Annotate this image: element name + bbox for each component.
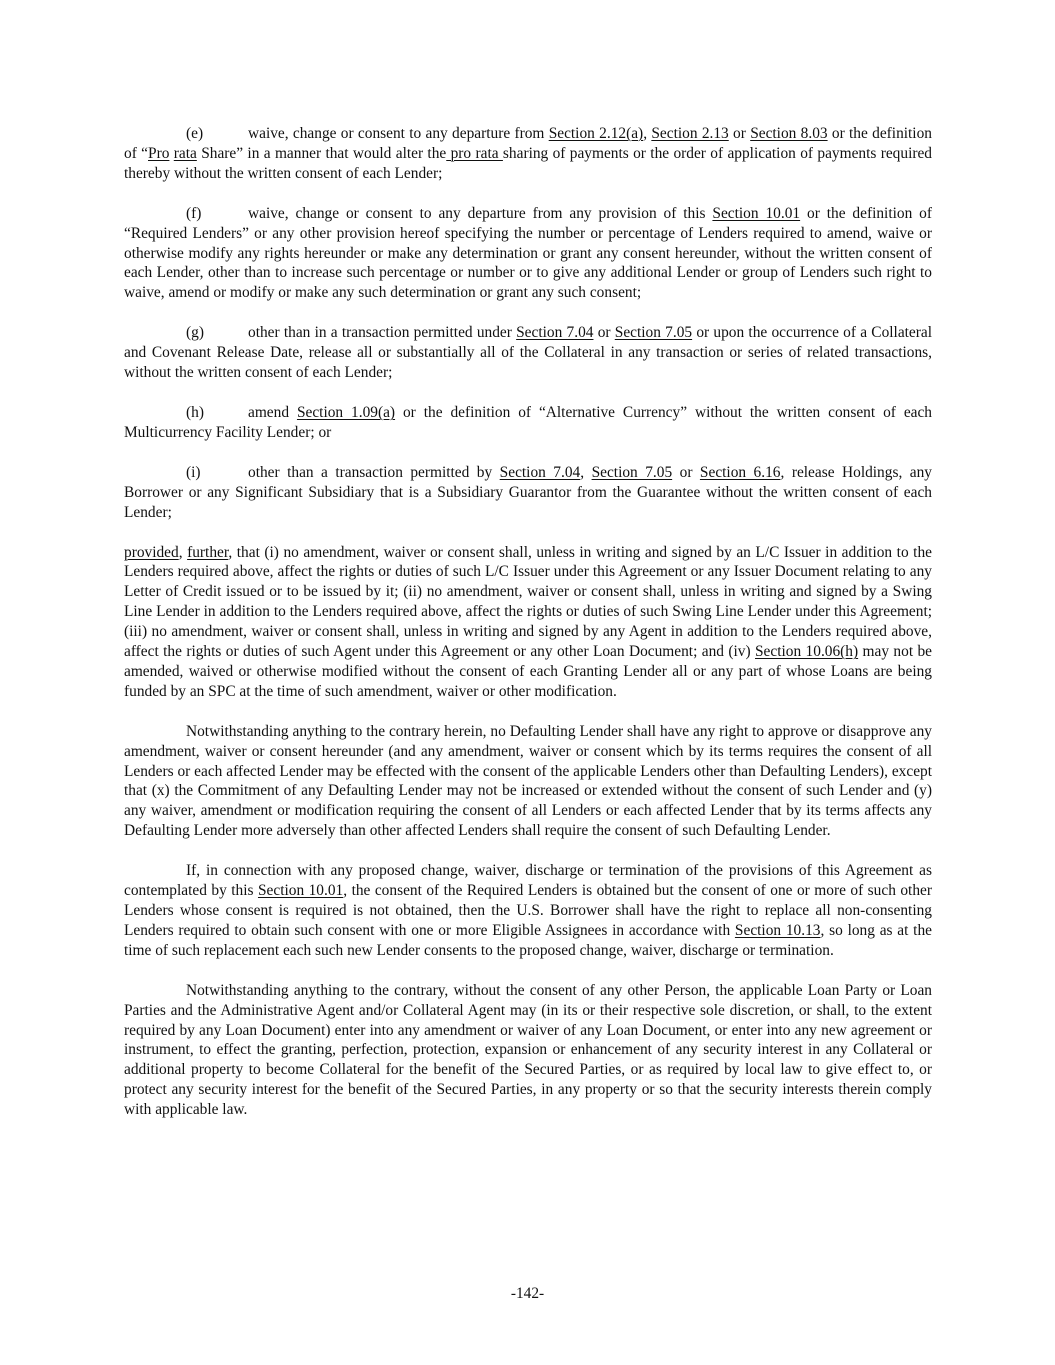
section-reference: pro rata bbox=[446, 144, 503, 162]
section-reference: Section 8.03 bbox=[750, 125, 828, 142]
section-reference: further bbox=[187, 543, 229, 561]
clause-label: (h) bbox=[186, 403, 204, 421]
clause-list bbox=[124, 124, 932, 523]
clause-h bbox=[124, 403, 932, 443]
clause-e bbox=[124, 124, 932, 184]
security-interest-paragraph: Notwithstanding anything to the contrary, without the consent of any other Person, the applicable Loan Party or Loan Parties and the Administrative Agent and/or Collateral Agent may (in its or their respective sole discretion, or shall, to the extent required by any Loan Document) enter into any amendment or waiver of any Loan Document, or enter into any new agreement or instrument, to effect the granting, perfection, protection, expansion or enhancement of any security interest in any Collateral or additional property to become Collateral for the benefit of the Secured Parties, or as required by local law to give effect to, or protect any security interest for the benefit of the Secured Parties, in any property or so that the security interests therein comply with applicable law. bbox=[124, 981, 932, 1119]
section-reference: Section 7.05 bbox=[614, 324, 693, 342]
section-reference: Section 10.13 bbox=[734, 921, 821, 939]
section-reference: Section 10.06(h) bbox=[755, 643, 859, 661]
page-number: -142- bbox=[510, 1285, 545, 1302]
clause-f bbox=[124, 204, 932, 304]
clause-text: other than in a transaction permitted under Section 7.04 or Section 7.05 or upon the occurrence of a Collateral and Covenant Release Date, release all or substantially all of the Collateral in any transaction or series of related transactions, without the written consent of each Lender; bbox=[124, 324, 932, 382]
defaulting-lender-paragraph: Notwithstanding anything to the contrary herein, no Defaulting Lender shall have any right to approve or disapprove any amendment, waiver or consent hereunder (and any amendment, waiver or consent which by its terms requires the consent of all Lenders or each affected Lender may be effected with the consent of the applicable Lenders other than Defaulting Lenders), except that (x) the Commitment of any Defaulting Lender may not be increased or extended without the consent of such Lender and (y) any waiver, amendment or modification requiring the consent of all Lenders or each affected Lender that by its terms affects any Defaulting Lender more adversely than other affected Lenders shall require the consent of such Defaulting Lender. bbox=[124, 722, 932, 840]
clause-text: other than a transaction permitted by Section 7.04, Section 7.05 or Section 6.16, release Holdings, any Borrower or any Significant Subsidiary that is a Subsidiary Guarantor from the Guarantee without the written consent of each Lender; bbox=[124, 463, 932, 521]
document-body bbox=[124, 124, 932, 1140]
section-reference: provided bbox=[124, 543, 179, 561]
section-reference: Section 1.09(a) bbox=[296, 403, 396, 421]
replacement-lender-paragraph: If, in connection with any proposed change, waiver, discharge or termination of the provisions of this Agreement as contemplated by this Section 10.01, the consent of the Required Lenders is obtained but the consent of one or more of such other Lenders whose consent is required is not obtained, then the U.S. Borrower shall have the right to replace all non-consenting Lenders required to obtain such consent with one or more Eligible Assignees in accordance with Section 10.13, so long as at the time of such replacement each such new Lender consents to the proposed change, waiver, discharge or termination. bbox=[124, 862, 932, 959]
section-reference: Section 7.05 bbox=[591, 463, 673, 481]
section-reference: Section 7.04 bbox=[499, 463, 581, 481]
section-reference: Section 10.01 bbox=[712, 204, 801, 222]
proviso-paragraph: provided, further, that (i) no amendment, waiver or consent shall, unless in writing and signed by an L/C Issuer in addition to the Lenders required above, affect the rights or duties of such L/C Issuer under this Agreement or any Issuer Document relating to any Letter of Credit issued or to be issued by it; (ii) no amendment, waiver or consent shall, unless in writing and signed by a Swing Line Lender in addition to the Lenders required above, affect the rights or duties of such Swing Line Lender under this Agreement; (iii) no amendment, waiver or consent shall, unless in writing and signed by any Agent in addition to the Lenders required above, affect the rights or duties of such Agent under this Agreement or any other Loan Document; and (iv) Section 10.06(h) may not be amended, waived or otherwise modified without the consent of each Granting Lender all or any part of whose Loans are being funded by an SPC at the time of such amendment, waiver or other modification. bbox=[124, 543, 933, 700]
clause-label: (g) bbox=[186, 324, 204, 342]
clause-i bbox=[124, 463, 932, 523]
section-reference: Section 7.04 bbox=[516, 324, 594, 342]
clause-text: waive, change or consent to any departure from any provision of this Section 10.01 or the definition of “Required Lenders” or any other provision hereof specifying the number or percentage of Lenders required to amend, waive or otherwise modify any rights hereunder or make any determination or grant any consent hereunder, without the written consent of each Lender, other than to increase such percentage or number or to give any additional Lender or group of Lenders such right to waive, amend or modify or make any such determination or grant any such consent; bbox=[124, 204, 932, 302]
section-reference: Section 2.12(a) bbox=[548, 125, 644, 142]
section-reference: Section 10.01 bbox=[257, 882, 344, 900]
section-reference: Pro bbox=[148, 144, 170, 162]
clause-text: waive, change or consent to any departure from Section 2.12(a), Section 2.13 or Section 8.03 or the definition of “Pro rata Share” in a manner that would alter the pro rata sharing of payments or the order of application of payments required thereby without the written consent of each Lender; bbox=[124, 125, 933, 182]
clause-text: amend Section 1.09(a) or the definition of “Alternative Currency” without the written consent of each Multicurrency Facility Lender; or bbox=[124, 403, 933, 441]
clause-g bbox=[124, 323, 932, 383]
clause-label: (e) bbox=[186, 125, 204, 142]
clause-label: (f) bbox=[186, 204, 202, 222]
section-reference: rata bbox=[173, 144, 197, 162]
section-reference: Section 6.16 bbox=[699, 463, 781, 481]
clause-label: (i) bbox=[186, 463, 201, 481]
section-reference: Section 2.13 bbox=[651, 125, 729, 142]
